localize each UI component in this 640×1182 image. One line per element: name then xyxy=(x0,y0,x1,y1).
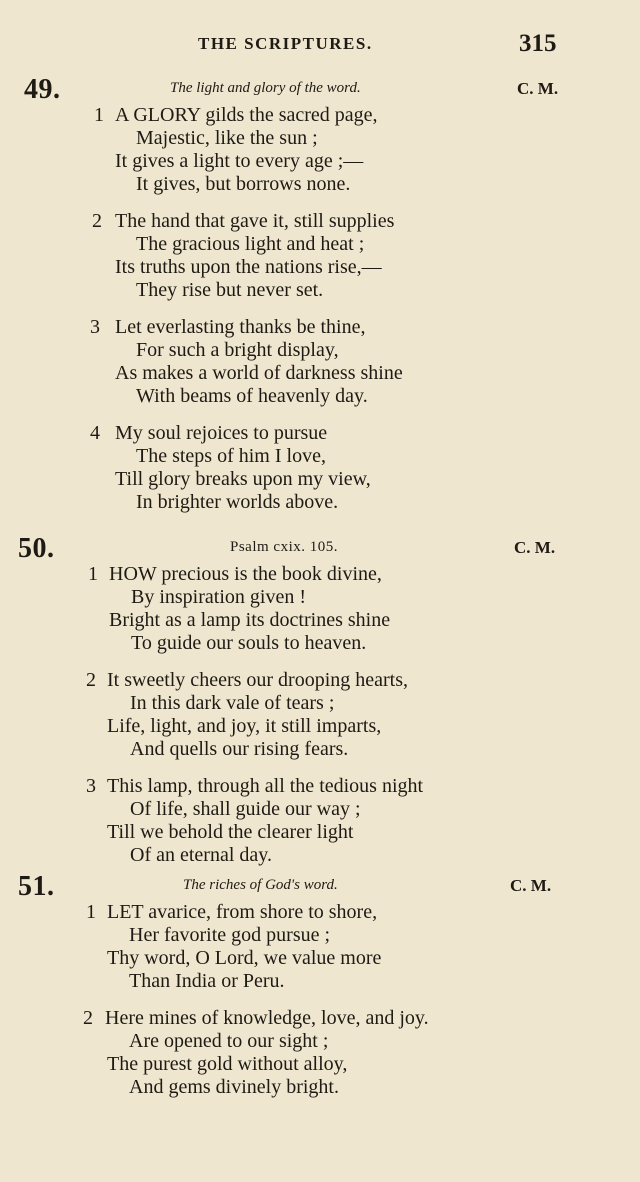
hymn-51 xyxy=(0,871,640,1113)
section-title: THE SCRIPTURES. xyxy=(198,34,373,53)
stanza xyxy=(0,316,640,408)
hymn-number: 50. xyxy=(18,533,55,564)
verse-line: Of an eternal day. xyxy=(130,844,272,866)
hymn-meter: C. M. xyxy=(514,538,556,557)
hymn-meter: C. M. xyxy=(517,79,559,98)
verse-number: 3 xyxy=(86,775,96,797)
verse-line: Here mines of knowledge, love, and joy. xyxy=(105,1007,429,1029)
verse-line: Than India or Peru. xyxy=(129,970,285,992)
verse-line: Majestic, like the sun ; xyxy=(136,127,318,149)
verse-line: For such a bright display, xyxy=(136,339,339,361)
hymn-50 xyxy=(0,533,640,881)
verse-line: LET avarice, from shore to shore, xyxy=(107,901,378,923)
verse-line: Life, light, and joy, it still imparts, xyxy=(107,715,382,737)
verse-line: In brighter worlds above. xyxy=(136,491,339,513)
hymn-number: 51. xyxy=(18,871,55,902)
verse-line: Her favorite god pursue ; xyxy=(129,924,331,946)
verse-number: 1 xyxy=(86,901,96,923)
verse-line: It gives a light to every age ;— xyxy=(115,150,364,172)
verse-line: The steps of him I love, xyxy=(136,445,326,467)
hymn-header xyxy=(0,871,640,901)
hymn-title: The light and glory of the word. xyxy=(170,80,361,96)
verse-number: 1 xyxy=(94,104,104,126)
verse-number: 2 xyxy=(83,1007,93,1029)
stanza xyxy=(0,775,640,867)
running-head xyxy=(0,30,640,62)
verse-line: It sweetly cheers our drooping hearts, xyxy=(107,669,409,691)
verse-line: And gems divinely bright. xyxy=(129,1076,339,1098)
hymn-header xyxy=(0,74,640,104)
stanza xyxy=(0,210,640,302)
hymn-number: 49. xyxy=(24,74,61,105)
verse-line: To guide our souls to heaven. xyxy=(131,632,367,654)
verse-number: 2 xyxy=(86,669,96,691)
verse-line: HOW precious is the book divine, xyxy=(109,563,382,585)
verse-line: Its truths upon the nations rise,— xyxy=(115,256,382,278)
verse-line: The hand that gave it, still supplies xyxy=(115,210,395,232)
verse-line: The gracious light and heat ; xyxy=(136,233,365,255)
verse-line: With beams of heavenly day. xyxy=(136,385,368,407)
stanza xyxy=(0,669,640,761)
verse-line: This lamp, through all the tedious night xyxy=(107,775,424,797)
verse-line: The purest gold without alloy, xyxy=(107,1053,348,1075)
verse-line: A GLORY gilds the sacred page, xyxy=(115,104,378,126)
verse-number: 3 xyxy=(90,316,100,338)
verse-line: Till glory breaks upon my view, xyxy=(115,468,371,490)
verse-line: By inspiration given ! xyxy=(131,586,306,608)
verse-number: 1 xyxy=(88,563,98,585)
stanza xyxy=(0,901,640,993)
hymn-header xyxy=(0,533,640,563)
hymn-49 xyxy=(0,74,640,528)
stanza xyxy=(0,104,640,196)
verse-line: Thy word, O Lord, we value more xyxy=(107,947,382,969)
verse-line: In this dark vale of tears ; xyxy=(130,692,335,714)
hymn-title: Psalm cxix. 105. xyxy=(230,539,338,555)
verse-line: Are opened to our sight ; xyxy=(129,1030,329,1052)
verse-number: 2 xyxy=(92,210,102,232)
hymn-meter: C. M. xyxy=(510,876,552,895)
verse-line: And quells our rising fears. xyxy=(130,738,349,760)
verse-number: 4 xyxy=(90,422,100,444)
verse-line: As makes a world of darkness shine xyxy=(115,362,403,384)
stanza xyxy=(0,563,640,655)
hymn-title: The riches of God's word. xyxy=(183,877,338,893)
verse-line: They rise but never set. xyxy=(136,279,324,301)
verse-line: Till we behold the clearer light xyxy=(107,821,354,843)
page-number: 315 xyxy=(519,30,557,57)
verse-line: Let everlasting thanks be thine, xyxy=(115,316,366,338)
stanza xyxy=(0,422,640,514)
stanza xyxy=(0,1007,640,1099)
verse-line: It gives, but borrows none. xyxy=(136,173,351,195)
verse-line: Of life, shall guide our way ; xyxy=(130,798,361,820)
verse-line: My soul rejoices to pursue xyxy=(115,422,328,444)
verse-line: Bright as a lamp its doctrines shine xyxy=(109,609,391,631)
